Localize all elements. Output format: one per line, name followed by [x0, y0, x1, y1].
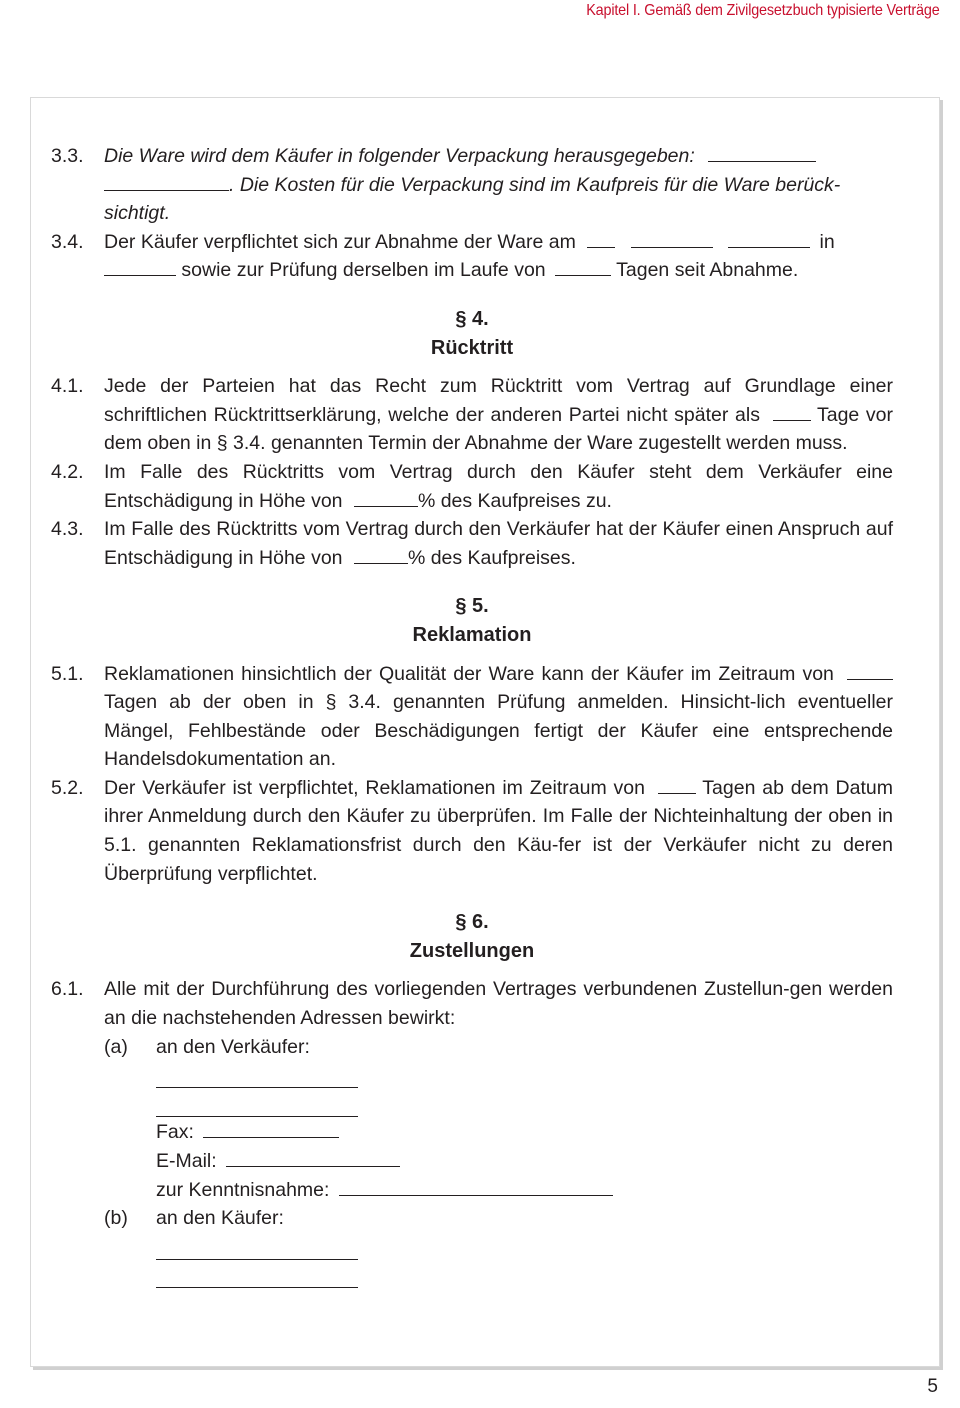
section-title: Rücktritt	[430, 336, 514, 359]
attention-label: zur Kenntnisnahme:	[156, 1178, 330, 1201]
email-row	[51, 1147, 893, 1176]
blank-field[interactable]	[156, 1069, 358, 1088]
blank-field[interactable]	[354, 488, 418, 507]
section-title: Reklamation	[412, 623, 532, 646]
fax-field[interactable]	[203, 1119, 339, 1138]
running-header: Kapitel I. Gemäß dem Zivilgesetzbuch typisierte Verträge	[586, 2, 940, 19]
blank-field[interactable]	[156, 1098, 358, 1117]
address-line	[51, 1061, 893, 1090]
clause-number: 6.1.	[51, 978, 84, 1001]
clause-text: Der Käufer verpflichtet sich zur Abnahme der Ware am	[104, 230, 576, 253]
section-number: § 4.	[455, 307, 489, 330]
clause-text: sichtigt.	[104, 202, 171, 225]
clause-5-1	[51, 660, 893, 774]
item-text: an den Verkäufer:	[156, 1035, 310, 1058]
email-label: E-Mail:	[156, 1150, 217, 1172]
clause-4-2	[51, 458, 893, 515]
clause-4-3	[51, 515, 893, 572]
clause-text: % des Kaufpreises zu.	[417, 489, 612, 512]
fax-row	[51, 1118, 893, 1147]
clause-4-1	[51, 372, 893, 458]
item-text: an den Käufer:	[156, 1207, 284, 1230]
clause-number: 3.4.	[51, 230, 84, 253]
clause-5-2	[51, 774, 893, 888]
clause-3-4	[51, 228, 893, 285]
blank-field[interactable]	[773, 402, 811, 421]
clause-text: % des Kaufpreises.	[407, 546, 576, 569]
address-line	[51, 1233, 893, 1262]
clause-text: Im Falle des Rücktritts vom Vertrag durch den Verkäufer hat der Käufer einen Anspruch auf Entschädigung in Höhe von	[104, 518, 893, 569]
blank-field[interactable]	[587, 229, 615, 248]
clause-text: Im Falle des Rücktritts vom Vertrag durch den Käufer steht dem Verkäufer eine Entschädigung in Höhe von	[104, 460, 893, 512]
blank-field[interactable]	[631, 229, 713, 248]
clause-text: Tagen seit Abnahme.	[616, 259, 799, 282]
clause-text: . Die Kosten für die Verpackung sind im Kaufpreis für die Ware berück-	[229, 173, 841, 196]
contract-content	[51, 142, 893, 1290]
item-label: (b)	[104, 1207, 128, 1230]
clause-text: Jede der Parteien hat das Recht zum Rücktritt vom Vertrag auf Grundlage einer schriftlichen Rücktrittserklärung, welche der anderen Partei nicht später als	[104, 375, 893, 426]
blank-field[interactable]	[728, 229, 810, 248]
blank-field[interactable]	[555, 257, 611, 276]
clause-text: Reklamationen hinsichtlich der Qualität der Ware kann der Käufer im Zeitraum von	[104, 662, 834, 685]
clause-number: 4.2.	[51, 460, 84, 483]
clause-text: Tagen ab der oben in § 3.4. genannten Prüfung anmelden. Hinsicht-lich eventueller Mängel, Fehlbestände oder Beschädigungen fertigt der Käufer eine entsprechende Handelsdokumentation an.	[104, 691, 893, 771]
blank-field[interactable]	[708, 143, 816, 162]
blank-field[interactable]	[156, 1241, 358, 1260]
clause-number: 4.3.	[51, 518, 84, 541]
clause-number: 3.3.	[51, 145, 84, 167]
address-line	[51, 1090, 893, 1119]
clause-text: Alle mit der Durchführung des vorliegenden Vertrages verbundenen Zustellun-gen werden an die nachstehenden Adressen bewirkt:	[104, 978, 893, 1030]
attention-field[interactable]	[339, 1177, 613, 1196]
clause-3-3	[51, 142, 893, 228]
clause-text: Tage vor dem oben in § 3.4. genannten Termin der Abnahme der Ware zugestellt werden muss.	[104, 403, 894, 455]
clause-number: 5.1.	[51, 662, 84, 685]
blank-field[interactable]	[156, 1269, 358, 1288]
section-number: § 6.	[455, 911, 489, 934]
email-field[interactable]	[226, 1148, 400, 1167]
clause-text: Die Ware wird dem Käufer in folgender Verpackung herausgegeben:	[104, 145, 695, 167]
address-line	[51, 1261, 893, 1290]
section-title: Zustellungen	[409, 939, 535, 962]
clause-text: Der Verkäufer ist verpflichtet, Reklamationen im Zeitraum von	[104, 776, 645, 799]
item-label: (a)	[104, 1035, 128, 1058]
clause-text: sowie zur Prüfung derselben im Laufe von	[181, 259, 546, 282]
clause-text: in	[819, 230, 835, 253]
page-number: 5	[927, 1376, 938, 1397]
blank-field[interactable]	[847, 661, 893, 680]
clause-number: 4.1.	[51, 375, 84, 398]
clause-text: Tagen ab dem Datum ihrer Anmeldung durch den Käufer zu überprüfen. Im Falle der Nichteinhaltung der oben in 5.1. genannten Reklamationsfrist durch den Käu-fer ist der Verkäufer nicht zu deren Überprüfung verpflichtet.	[104, 776, 893, 885]
blank-field[interactable]	[104, 257, 176, 276]
clause-number: 5.2.	[51, 776, 84, 799]
clause-6-1	[51, 975, 893, 1032]
address-seller	[51, 1033, 893, 1062]
blank-field[interactable]	[354, 545, 408, 564]
blank-field[interactable]	[104, 172, 229, 191]
section-number: § 5.	[455, 595, 489, 618]
fax-label: Fax:	[156, 1121, 194, 1144]
blank-field[interactable]	[658, 775, 696, 794]
address-buyer	[51, 1204, 893, 1233]
attention-row	[51, 1176, 893, 1205]
